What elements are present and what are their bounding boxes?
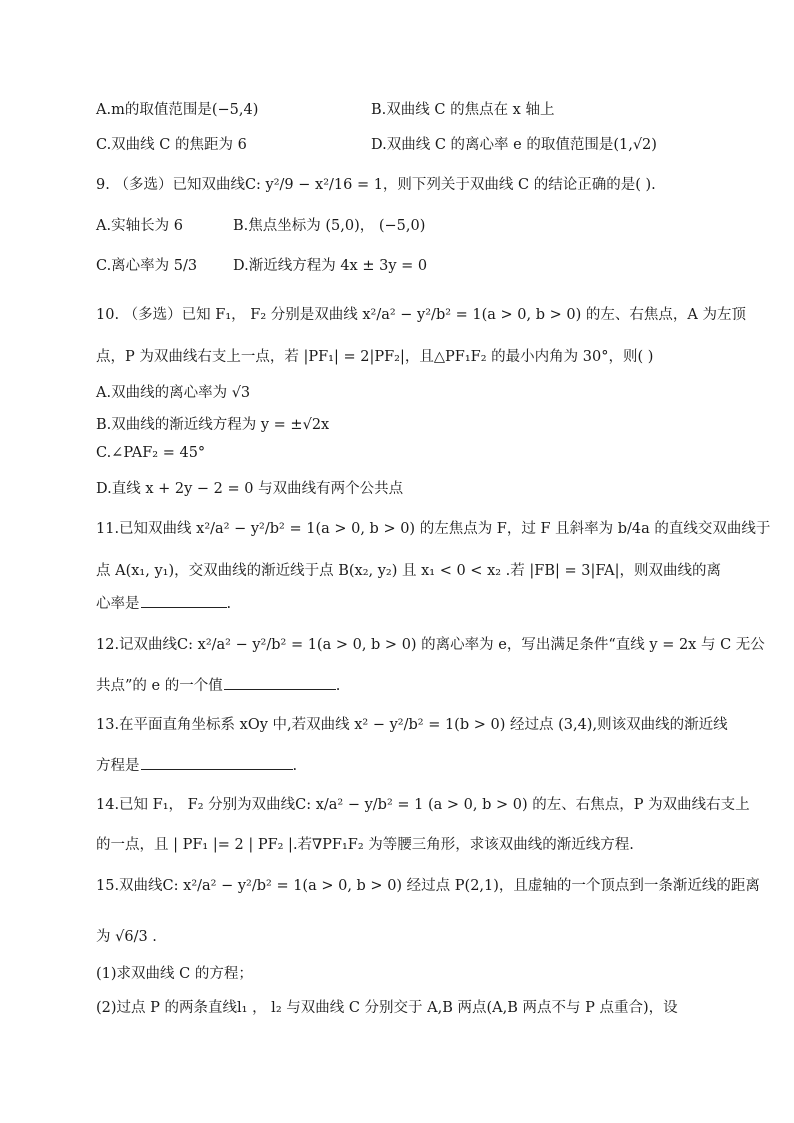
q13-line1: 13.在平面直角坐标系 xOy 中,若双曲线 x² − y²/b² = 1(b > 0) 经过点 (3,4),则该双曲线的渐近线 [96, 717, 728, 733]
q14-line2: 的一点，且 | PF₁ |= 2 | PF₂ |.若∇PF₁F₂ 为等腰三角形，求该双曲线的渐近线方程. [96, 837, 634, 853]
q13-answer-blank[interactable] [141, 757, 293, 770]
q11-line2: 点 A(x₁, y₁)，交双曲线的渐近线于点 B(x₂, y₂) 且 x₁ < 0 < x₂ .若 |FB| = 3|FA|，则双曲线的离 [96, 563, 722, 579]
q10-line2: 点，P 为双曲线右支上一点，若 |PF₁| = 2|PF₂|，且△PF₁F₂ 的最小内角为 30°，则( ) [96, 349, 654, 365]
q15-sub2: (2)过点 P 的两条直线l₁ ， l₂ 与双曲线 C 分别交于 A,B 两点(A,B 两点不与 P 点重合)，设 [96, 1000, 678, 1016]
q12-line2: 共点”的 e 的一个值 . [96, 678, 341, 694]
q8-option-d: D.双曲线 C 的离心率 e 的取值范围是(1,√2) [371, 137, 657, 153]
q10-option-a: A.双曲线的离心率为 √3 [96, 385, 251, 401]
q11-line1: 11.已知双曲线 x²/a² − y²/b² = 1(a > 0, b > 0) 的左焦点为 F，过 F 且斜率为 b/4a 的直线交双曲线于 [96, 521, 771, 537]
q11-answer-blank[interactable] [141, 595, 227, 608]
q12-line1: 12.记双曲线C: x²/a² − y²/b² = 1(a > 0, b > 0) 的离心率为 e，写出满足条件“直线 y = 2x 与 C 无公 [96, 637, 765, 653]
q10-option-b: B.双曲线的渐近线方程为 y = ±√2x [96, 417, 330, 433]
q10-option-c: C.∠PAF₂ = 45° [96, 445, 206, 461]
q8-option-c: C.双曲线 C 的焦距为 6 [96, 137, 247, 153]
q11-line3-text: 心率是 [96, 596, 140, 612]
q12-answer-blank[interactable] [224, 677, 336, 690]
q12-line2-text: 共点”的 e 的一个值 [96, 678, 223, 694]
q9-option-d: D.渐近线方程为 4x ± 3y = 0 [233, 258, 428, 274]
q13-line2-text: 方程是 [96, 758, 140, 774]
q9-option-c: C.离心率为 5/3 [96, 258, 198, 274]
q10-option-d: D.直线 x + 2y − 2 = 0 与双曲线有两个公共点 [96, 481, 404, 497]
q14-line1: 14.已知 F₁， F₂ 分别为双曲线C: x/a² − y/b² = 1 (a > 0, b > 0) 的左、右焦点，P 为双曲线右支上 [96, 797, 750, 813]
q9-stem: 9. （多选）已知双曲线C: y²/9 − x²/16 = 1，则下列关于双曲线 C 的结论正确的是( ). [96, 177, 656, 193]
q11-line3: 心率是 . [96, 596, 232, 612]
q8-option-a: A.m的取值范围是(−5,4) [96, 102, 259, 118]
q15-line2: 为 √6/3 . [96, 929, 157, 945]
q9-option-a: A.实轴长为 6 [96, 218, 183, 234]
q13-line2: 方程是 . [96, 758, 298, 774]
q15-line1: 15.双曲线C: x²/a² − y²/b² = 1(a > 0, b > 0) 经过点 P(2,1)，且虚轴的一个顶点到一条渐近线的距离 [96, 878, 760, 894]
q15-sub1: (1)求双曲线 C 的方程； [96, 966, 253, 982]
q10-line1: 10. （多选）已知 F₁， F₂ 分别是双曲线 x²/a² − y²/b² = 1(a > 0, b > 0) 的左、右焦点，A 为左顶 [96, 307, 746, 323]
q8-option-b: B.双曲线 C 的焦点在 x 轴上 [371, 102, 555, 118]
q9-option-b: B.焦点坐标为 (5,0)， (−5,0) [233, 218, 426, 234]
